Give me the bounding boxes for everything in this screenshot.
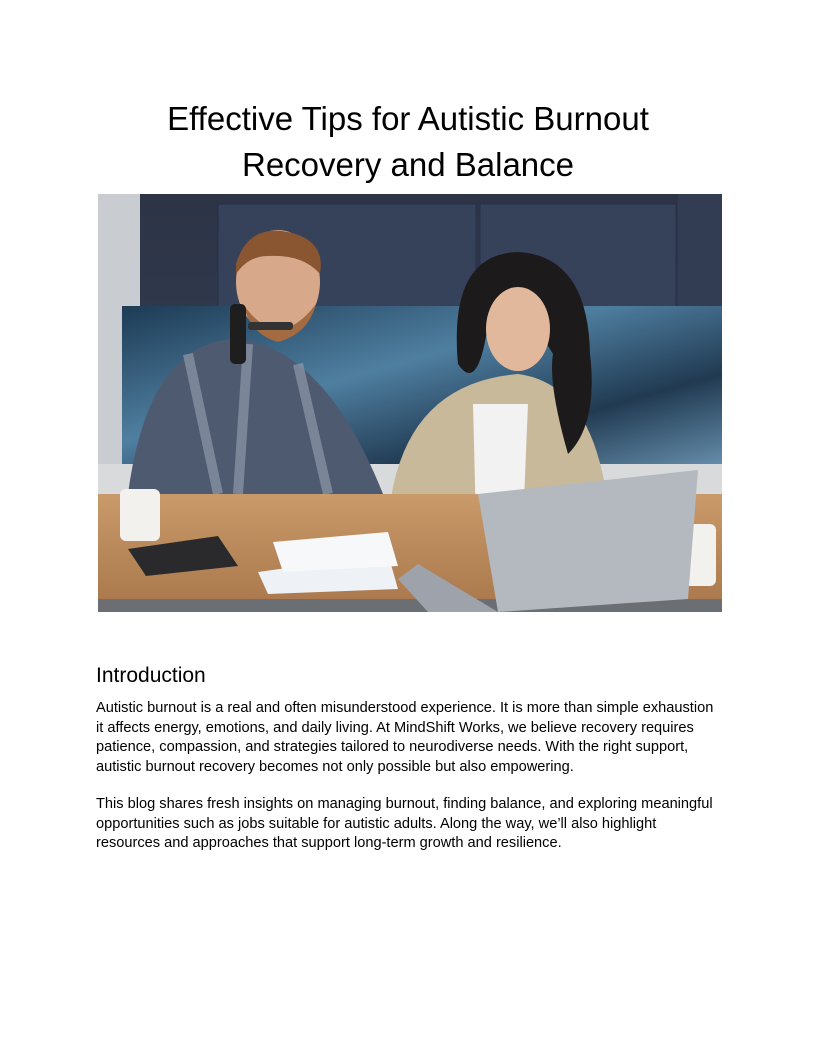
paragraph [96, 795, 713, 854]
text-line: Autistic burnout is a real and often misunderstood experience. It is more than simple exhaustion [96, 700, 714, 716]
title-line: Recovery and Balance [241, 146, 575, 183]
text-line: This blog shares fresh insights on managing burnout, finding balance, and exploring meaningful [96, 796, 713, 812]
paragraph [96, 699, 713, 777]
text-line: resources and approaches that support long-term growth and resilience. [96, 835, 562, 851]
page-title [0, 96, 816, 188]
hero-image [98, 194, 722, 612]
text-line: patience, compassion, and strategies tailored to neurodiverse needs. With the right support, [96, 739, 689, 755]
section-heading: Introduction [96, 664, 206, 687]
text-line: autistic burnout recovery becomes not only possible but also empowering. [96, 758, 574, 775]
title-line: Effective Tips for Autistic Burnout [167, 100, 649, 137]
text-line: it affects energy, emotions, and daily living. At MindShift Works, we believe recovery requires [96, 719, 694, 736]
text-line: opportunities such as jobs suitable for autistic adults. Along the way, we’ll also highlight [96, 815, 657, 832]
